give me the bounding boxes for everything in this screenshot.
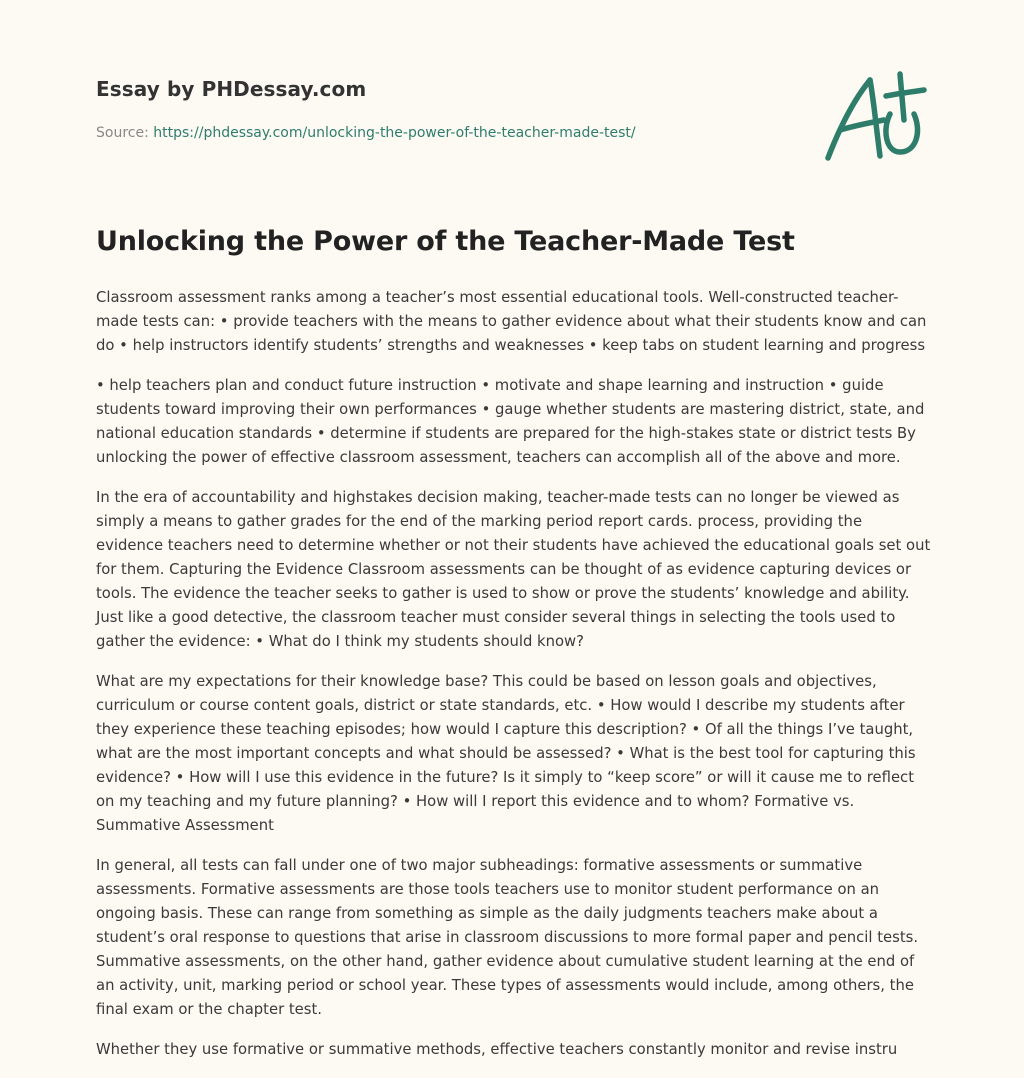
source-line <box>96 125 636 141</box>
paragraph: Whether they use formative or summative methods, effective teachers constantly monitor and revise instru <box>96 1041 898 1058</box>
essay-body <box>96 286 932 1078</box>
paragraph: In general, all tests can fall under one of two major subheadings: formative assessments or summative assessments. Formative assessments are those tools teachers use to monitor student performance on an ongoing basis. These can range from something as simple as the daily judgments teachers make about a student’s oral response to questions that arise in classroom discussions to more formal paper and pencil tests. Summative assessments, on the other hand, gather evidence about cumulative student learning at the end of an activity, unit, marking period or school year. These types of assessments would include, among others, the final exam or the chapter test. <box>96 857 919 1018</box>
paragraph: What are my expectations for their knowledge base? This could be based on lesson goals and objectives, curriculum or course content goals, district or state standards, etc. • How would I describe my students after they experience these teaching episodes; how would I capture this description? • Of all the things I’ve taught, what are the most important concepts and what should be assessed? • What is the best tool for capturing this evidence? • How will I use this evidence in the future? Is it simply to “keep score” or will it cause me to reflect on my teaching and my future planning? • How will I report this evidence and to whom? Formative vs. Summative Assessment <box>96 673 916 834</box>
source-label: Source: <box>96 125 154 141</box>
paragraph: Classroom assessment ranks among a teacher’s most essential educational tools. Well-constructed teacher-made tests can: • provide teachers with the means to gather evidence about what their students know and can do • help instructors identify students’ strengths and weaknesses • keep tabs on student learning and progress <box>96 289 927 354</box>
essay-title: Unlocking the Power of the Teacher-Made Test <box>96 226 795 257</box>
paragraph: In the era of accountability and highstakes decision making, teacher-made tests can no longer be viewed as simply a means to gather grades for the end of the marking period report cards. process, providing the evidence teachers need to determine whether or not their students have achieved the educational goals set out for them. Capturing the Evidence Classroom assessments can be thought of as evidence capturing devices or tools. The evidence the teacher seeks to gather is used to show or prove the students’ knowledge and ability. Just like a good detective, the classroom teacher must consider several things in selecting the tools used to gather the evidence: • What do I think my students should know? <box>96 489 931 650</box>
a-plus-grade-icon <box>824 68 928 164</box>
source-link[interactable]: https://phdessay.com/unlocking-the-power-of-the-teacher-made-test/ <box>153 125 636 141</box>
paragraph: • help teachers plan and conduct future instruction • motivate and shape learning and instruction • guide students toward improving their own performances • gauge whether students are mastering district, state, and national education standards • determine if students are prepared for the high-stakes state or district tests By unlocking the power of effective classroom assessment, teachers can accomplish all of the above and more. <box>96 377 925 466</box>
site-brand: Essay by PHDessay.com <box>96 77 367 101</box>
